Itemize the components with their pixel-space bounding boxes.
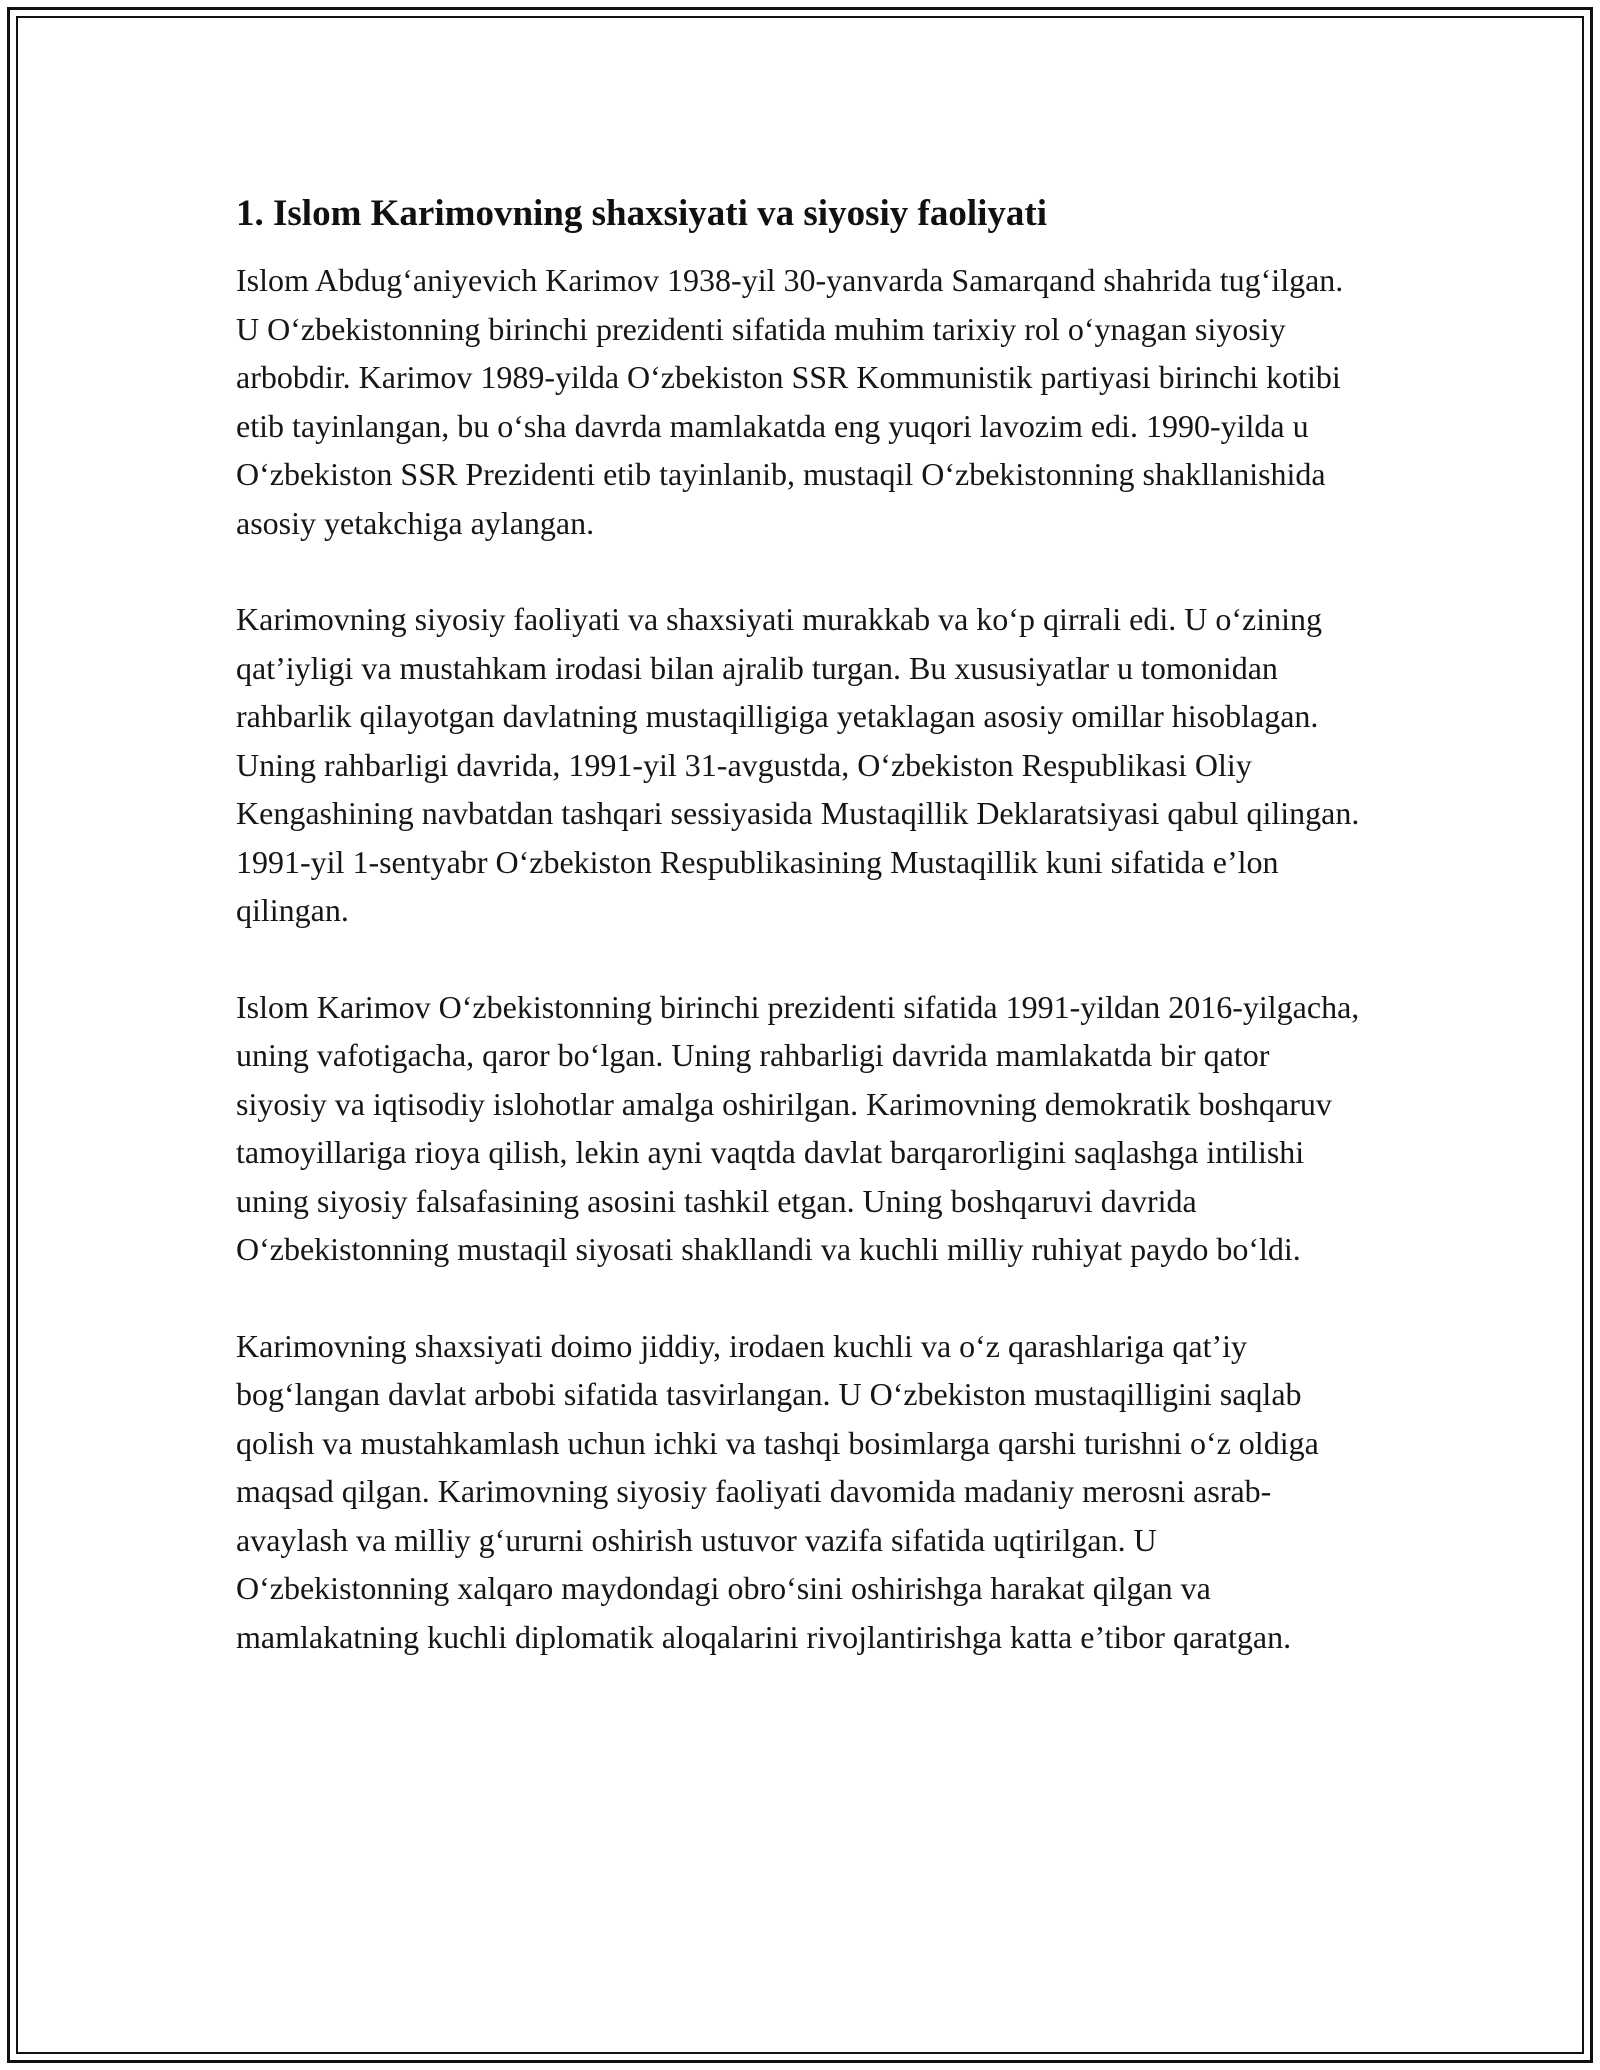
paragraph-3: Islom Karimov O‘zbekistonning birinchi prezidenti sifatida 1991-yildan 2016-yilgacha, uning vafotigacha, qaror bo‘lgan. Uning rahbarligi davrida mamlakatda bir qator siyosiy va iqtisodiy islohotlar amalga oshirilgan. Karimovning demokratik boshqaruv tamoyillariga rioya qilish, lekin ayni vaqtda davlat barqarorligini saqlashga intilishi uning siyosiy falsafasining asosini tashkil etgan. Uning boshqaruvi davrida O‘zbekistonning mustaqil siyosati shakllandi va kuchli milliy ruhiyat paydo bo‘ldi. xyxy=(236,988,1360,1267)
section-heading: 1. Islom Karimovning shaxsiyati va siyosiy faoliyati xyxy=(236,193,1047,234)
paragraph-2: Karimovning siyosiy faoliyati va shaxsiyati murakkab va ko‘p qirrali edi. U o‘zining qat’iyligi va mustahkam irodasi bilan ajralib turgan. Bu xususiyatlar u tomonidan rahbarlik qilayotgan davlatning mustaqilligiga yetaklagan asosiy omillar hisoblagan. Uning rahbarligi davrida, 1991-yil 31-avgustda, O‘zbekiston Respublikasi Oliy Kengashining navbatdan tashqari sessiyasida Mustaqillik Deklaratsiyasi qabul qilingan. 1991-yil 1-sentyabr O‘zbekiston Respublikasining Mustaqillik kuni sifatida e’lon qilingan. xyxy=(236,601,1360,928)
document-body xyxy=(236,190,1366,1709)
paragraph-4: Karimovning shaxsiyati doimo jiddiy, irodaen kuchli va o‘z qarashlariga qat’iy bog‘langan davlat arbobi sifatida tasvirlangan. U O‘zbekiston mustaqilligini saqlab qolish va mustahkamlash uchun ichki va tashqi bosimlarga qarshi turishni o‘z oldiga maqsad qilgan. Karimovning siyosiy faoliyati davomida madaniy merosni asrab-avaylash va milliy g‘ururni oshirish ustuvor vazifa sifatida uqtirilgan. U O‘zbekistonning xalqaro maydondagi obro‘sini oshirishga harakat qilgan va mamlakatning kuchli diplomatik aloqalarini rivojlantirishga katta e’tibor qaratgan. xyxy=(236,1327,1319,1655)
paragraph-1: Islom Abdug‘aniyevich Karimov 1938-yil 30-yanvarda Samarqand shahrida tug‘ilgan. U O‘zbekistonning birinchi prezidenti sifatida muhim tarixiy rol o‘ynagan siyosiy arbobdir. Karimov 1989-yilda O‘zbekiston SSR Kommunistik partiyasi birinchi kotibi etib tayinlangan, bu o‘sha davrda mamlakatda eng yuqori lavozim edi. 1990-yilda u O‘zbekiston SSR Prezidenti etib tayinlanib, mustaqil O‘zbekistonning shakllanishida asosiy yetakchiga aylangan. xyxy=(236,262,1344,541)
